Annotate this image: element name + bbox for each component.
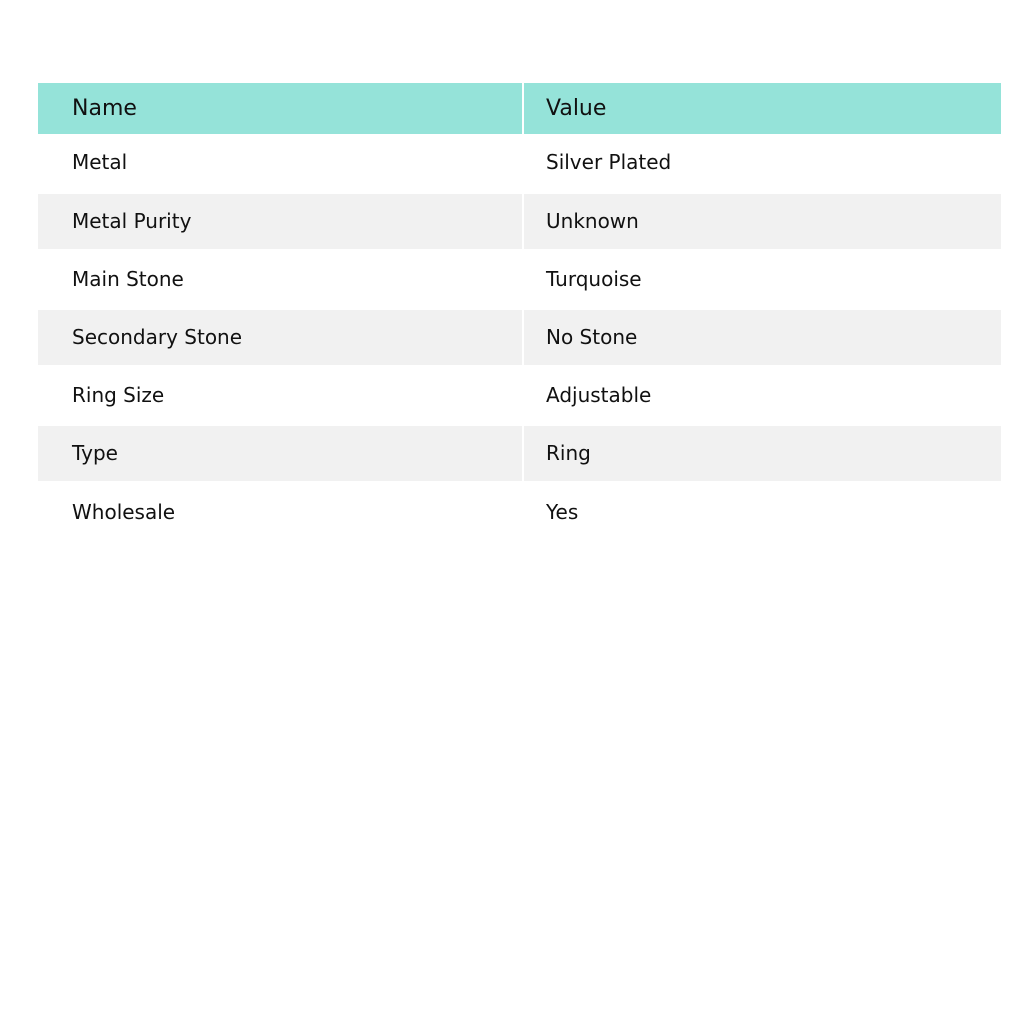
row-name-cell: Wholesale: [38, 482, 523, 540]
row-value-cell: Silver Plated: [523, 134, 1001, 192]
row-value-cell: Turquoise: [523, 250, 1001, 308]
spec-table: [38, 83, 1001, 540]
row-value-cell: Adjustable: [523, 366, 1001, 424]
row-name-cell: Main Stone: [38, 250, 523, 308]
row-name-cell: Metal: [38, 134, 523, 192]
table-row: [38, 308, 1001, 366]
table-header-row: [38, 83, 1001, 134]
row-name-cell: Ring Size: [38, 366, 523, 424]
table-row: [38, 250, 1001, 308]
header-value: Value: [523, 83, 1001, 134]
header-name: Name: [38, 83, 523, 134]
row-value-cell: Yes: [523, 482, 1001, 540]
table-row: [38, 134, 1001, 192]
row-value-cell: Ring: [523, 424, 1001, 482]
row-name-cell: Secondary Stone: [38, 308, 523, 366]
row-name-cell: Metal Purity: [38, 192, 523, 250]
table-row: [38, 192, 1001, 250]
row-value-cell: No Stone: [523, 308, 1001, 366]
table-row: [38, 366, 1001, 424]
row-name-cell: Type: [38, 424, 523, 482]
row-value-cell: Unknown: [523, 192, 1001, 250]
table-row: [38, 482, 1001, 540]
table-row: [38, 424, 1001, 482]
